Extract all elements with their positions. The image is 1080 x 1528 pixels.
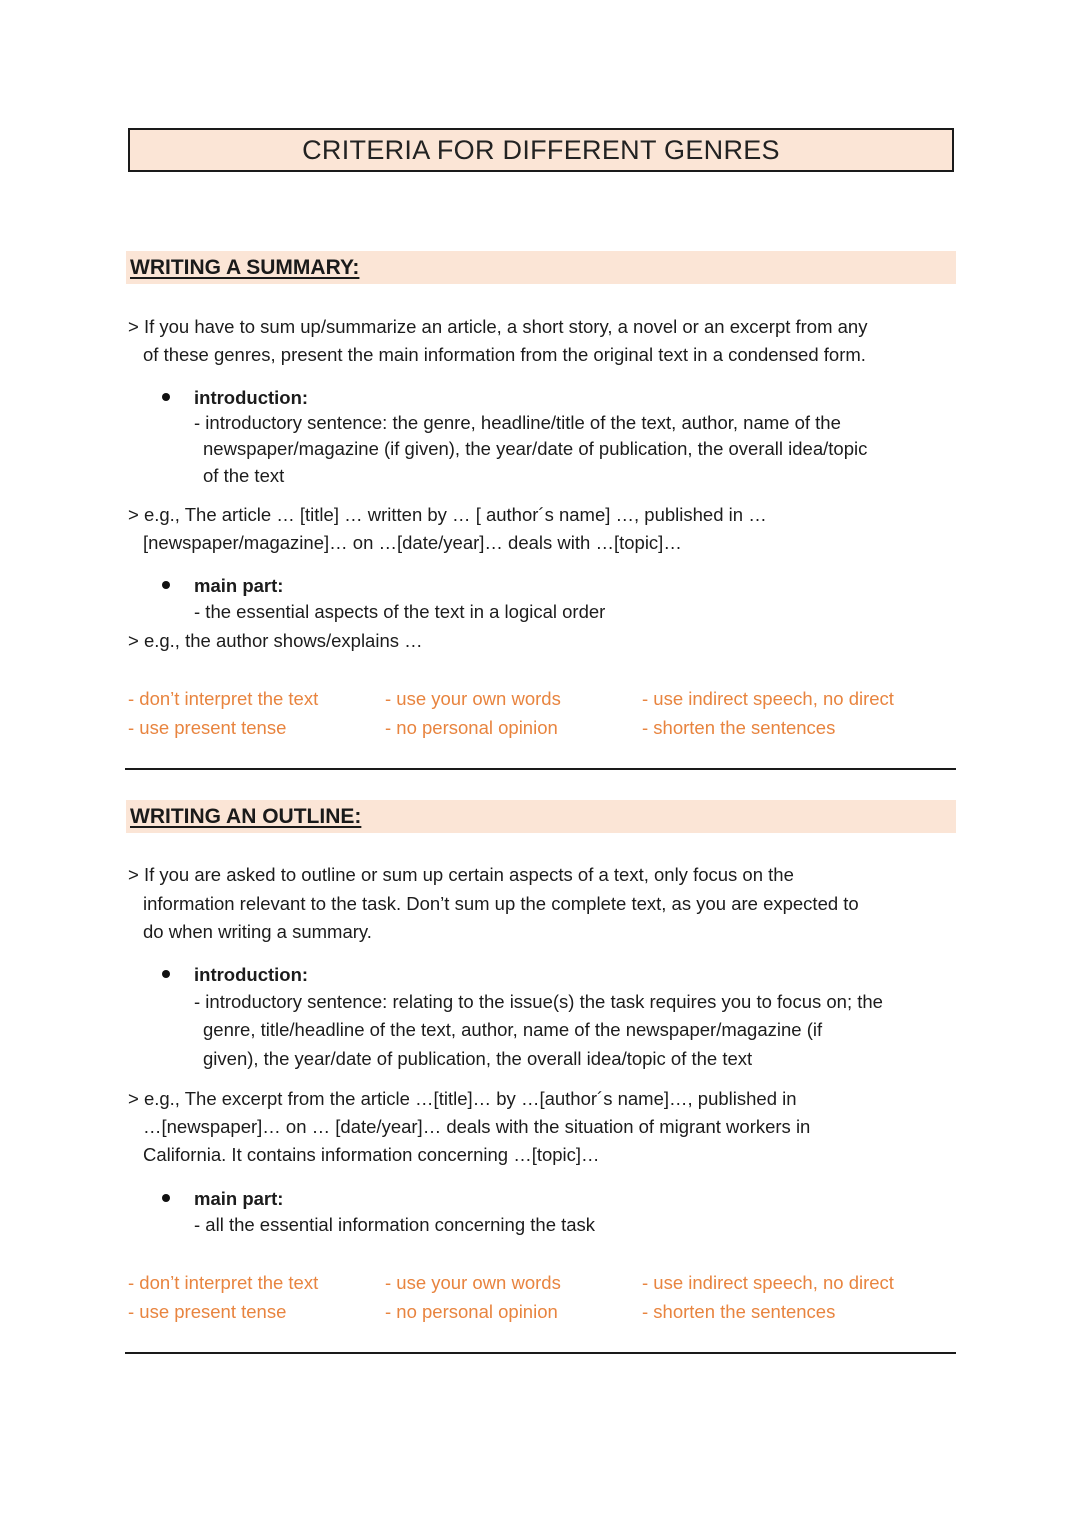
tip-item: - use indirect speech, no direct (642, 688, 894, 709)
bullet-icon (162, 970, 170, 978)
summary-introduction-line: newspaper/magazine (if given), the year/date of publication, the overall idea/topic (203, 438, 868, 459)
outline-example-line: > e.g., The excerpt from the article …[title]… by …[author´s name]…, published in (128, 1088, 797, 1109)
summary-main-label: main part: (194, 575, 284, 596)
tip-item: - use your own words (385, 688, 561, 709)
summary-introduction-label: introduction: (194, 387, 309, 408)
outline-example-line: California. It contains information concerning …[topic]… (143, 1144, 600, 1165)
tip-item: - no personal opinion (385, 1301, 558, 1322)
summary-introduction-line: - introductory sentence: the genre, headline/title of the text, author, name of the (194, 412, 841, 433)
page-title: CRITERIA FOR DIFFERENT GENRES (128, 128, 954, 172)
summary-example-line: > e.g., the author shows/explains … (128, 630, 423, 651)
outline-introduction-line: - introductory sentence: relating to the issue(s) the task requires you to focus on; the (194, 991, 883, 1012)
summary-main-line: - the essential aspects of the text in a logical order (194, 601, 606, 622)
summary-intro-line: > If you have to sum up/summarize an article, a short story, a novel or an excerpt from any (128, 316, 868, 337)
summary-example-line: [newspaper/magazine]… on …[date/year]… deals with …[topic]… (143, 532, 682, 553)
tip-item: - use present tense (128, 717, 287, 738)
tip-item: - don’t interpret the text (128, 1272, 319, 1293)
tip-item: - use present tense (128, 1301, 287, 1322)
summary-introduction-line: of the text (203, 465, 285, 486)
tip-item: - shorten the sentences (642, 717, 836, 738)
outline-introduction-line: genre, title/headline of the text, author, name of the newspaper/magazine (if (203, 1019, 823, 1040)
section-divider (125, 768, 956, 770)
tip-item: - no personal opinion (385, 717, 558, 738)
tip-item: - don’t interpret the text (128, 688, 319, 709)
outline-main-label: main part: (194, 1188, 284, 1209)
tip-item: - use indirect speech, no direct (642, 1272, 894, 1293)
section-divider (125, 1352, 956, 1354)
outline-introduction-label: introduction: (194, 964, 309, 985)
outline-main-line: - all the essential information concerning the task (194, 1214, 596, 1235)
summary-example-line: > e.g., The article … [title] … written by … [ author´s name] …, published in … (128, 504, 767, 525)
outline-introduction-line: given), the year/date of publication, the overall idea/topic of the text (203, 1048, 753, 1069)
bullet-icon (162, 1194, 170, 1202)
summary-intro-line: of these genres, present the main information from the original text in a condensed form. (143, 344, 866, 365)
bullet-icon (162, 393, 170, 401)
section-heading-outline: WRITING AN OUTLINE: (130, 805, 362, 828)
bullet-icon (162, 581, 170, 589)
outline-intro-line: > If you are asked to outline or sum up certain aspects of a text, only focus on the (128, 864, 794, 885)
tip-item: - shorten the sentences (642, 1301, 836, 1322)
section-heading-summary: WRITING A SUMMARY: (130, 256, 360, 279)
outline-example-line: …[newspaper]… on … [date/year]… deals with the situation of migrant workers in (143, 1116, 811, 1137)
outline-intro-line: information relevant to the task. Don’t sum up the complete text, as you are expected to (143, 893, 859, 914)
outline-intro-line: do when writing a summary. (143, 921, 372, 942)
tip-item: - use your own words (385, 1272, 561, 1293)
